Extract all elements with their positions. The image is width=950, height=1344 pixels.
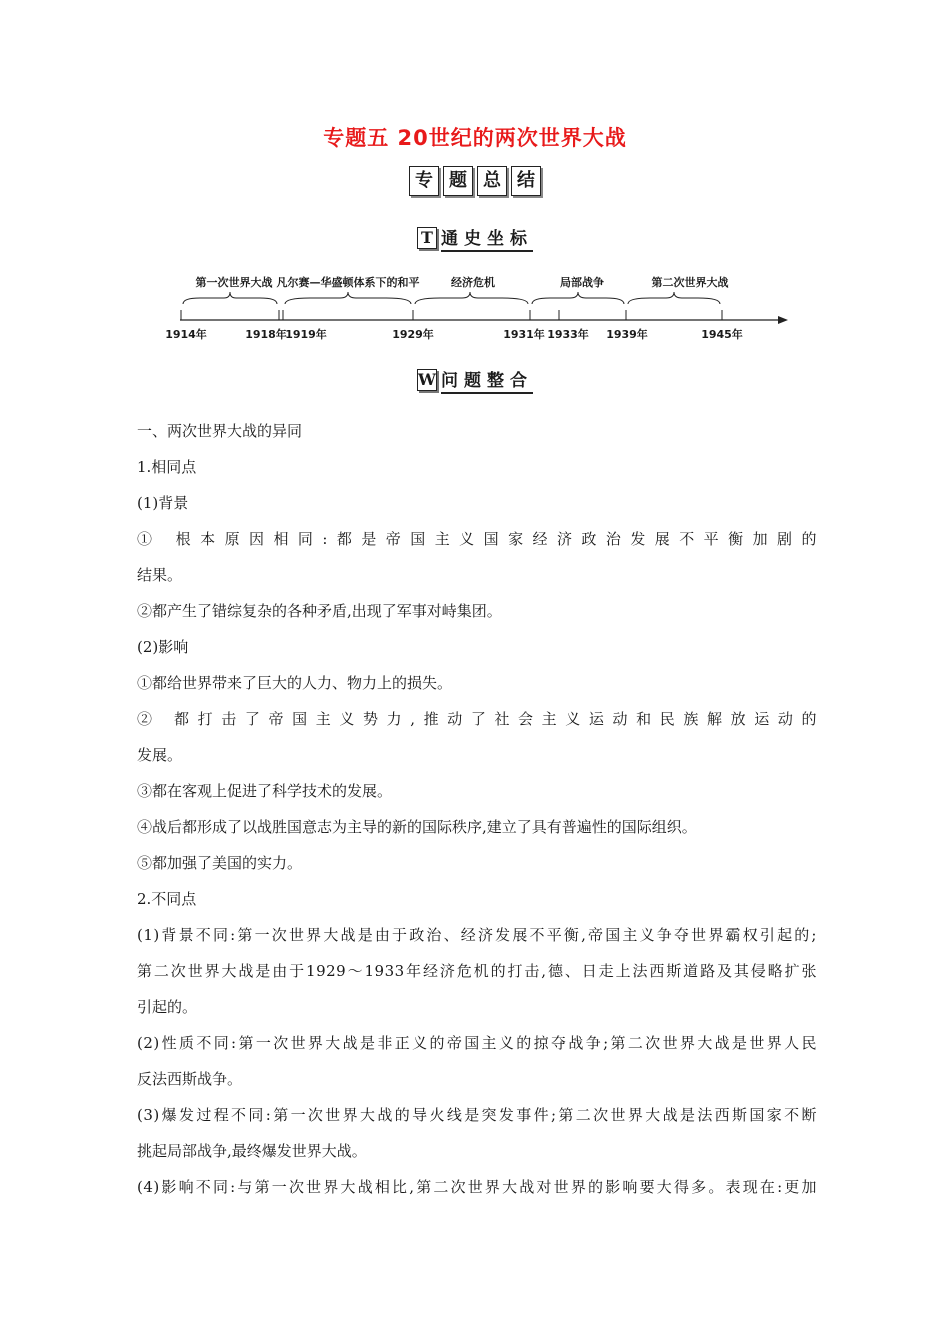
brace-ww2 <box>628 292 720 304</box>
brace-peace <box>285 292 411 304</box>
year-label: 1931年 <box>503 328 545 341</box>
brace-ww1 <box>183 292 277 304</box>
period-label: 凡尔赛—华盛顿体系下的和平 <box>276 276 420 289</box>
year-label: 1914年 <box>165 328 207 341</box>
heading-similarities: 1.相同点 <box>137 458 197 476</box>
paragraph-line: (1)背景不同:第一次世界大战是由于政治、经济发展不平衡,帝国主义争夺世界霸权引起的; <box>137 926 817 944</box>
document-title: 专题五 20世纪的两次世界大战 <box>323 126 627 150</box>
year-label: 1918年 <box>245 328 287 341</box>
brace-crisis <box>415 292 528 304</box>
paragraph-line: 第二次世界大战是由于1929～1933年经济危机的打击,德、日走上法西斯道路及其侵略扩张 <box>137 962 817 980</box>
year-label: 1933年 <box>547 328 589 341</box>
paragraph-line: 结果。 <box>137 566 183 584</box>
paragraph-line: 引起的。 <box>137 998 198 1016</box>
period-label: 第二次世界大战 <box>651 276 729 289</box>
paragraph-line: 发展。 <box>137 746 183 764</box>
period-label: 第一次世界大战 <box>195 276 273 289</box>
paragraph-line: ① 根本原因相同:都是帝国主义国家经济政治发展不平衡加剧的 <box>137 530 817 548</box>
paragraph-line: ③都在客观上促进了科学技术的发展。 <box>137 782 393 800</box>
paragraph-line: (2)性质不同:第一次世界大战是非正义的帝国主义的掠夺战争;第二次世界大战是世界人民 <box>137 1034 817 1052</box>
paragraph-line: 挑起局部战争,最终爆发世界大战。 <box>137 1142 367 1160</box>
document-body <box>137 420 817 1212</box>
period-label: 局部战争 <box>560 276 604 289</box>
summary-char: 题 <box>443 166 473 196</box>
paragraph-line: 反法西斯战争。 <box>137 1070 243 1088</box>
year-label: 1945年 <box>701 328 743 341</box>
heading-comparison: 一、两次世界大战的异同 <box>137 422 303 440</box>
timeline-chart <box>150 262 800 347</box>
section-w-label: 问题整合 <box>441 366 533 394</box>
period-label: 经济危机 <box>451 276 495 289</box>
timeline-arrow <box>778 316 788 324</box>
paragraph-line: ⑤都加强了美国的实力。 <box>137 854 303 872</box>
section-t-label: 通史坐标 <box>441 224 533 252</box>
section-w-badge: W <box>418 370 436 389</box>
paragraph-line: ④战后都形成了以战胜国意志为主导的新的国际秩序,建立了具有普遍性的国际组织。 <box>137 818 697 836</box>
paragraph-line: (4)影响不同:与第一次世界大战相比,第二次世界大战对世界的影响要大得多。表现在:更加 <box>137 1178 817 1196</box>
summary-char: 专 <box>409 166 439 196</box>
paragraph-line: ② 都打击了帝国主义势力,推动了社会主义运动和民族解放运动的 <box>137 710 817 728</box>
year-label: 1939年 <box>606 328 648 341</box>
section-issues-heading <box>0 366 950 394</box>
paragraph-line: (3)爆发过程不同:第一次世界大战的导火线是突发事件;第二次世界大战是法西斯国家不断 <box>137 1106 817 1124</box>
heading-background: (1)背景 <box>137 494 189 512</box>
summary-heading <box>0 166 950 196</box>
brace-local-war <box>532 292 624 304</box>
year-label: 1929年 <box>392 328 434 341</box>
section-t-badge: T <box>417 227 437 249</box>
heading-differences: 2.不同点 <box>137 890 197 908</box>
section-timeline-heading <box>0 224 950 252</box>
paragraph-line: ①都给世界带来了巨大的人力、物力上的损失。 <box>137 674 453 692</box>
summary-char: 结 <box>511 166 541 196</box>
heading-impact: (2)影响 <box>137 638 189 656</box>
year-label: 1919年 <box>285 328 327 341</box>
paragraph-line: ②都产生了错综复杂的各种矛盾,出现了军事对峙集团。 <box>137 602 502 620</box>
summary-char: 总 <box>477 166 507 196</box>
